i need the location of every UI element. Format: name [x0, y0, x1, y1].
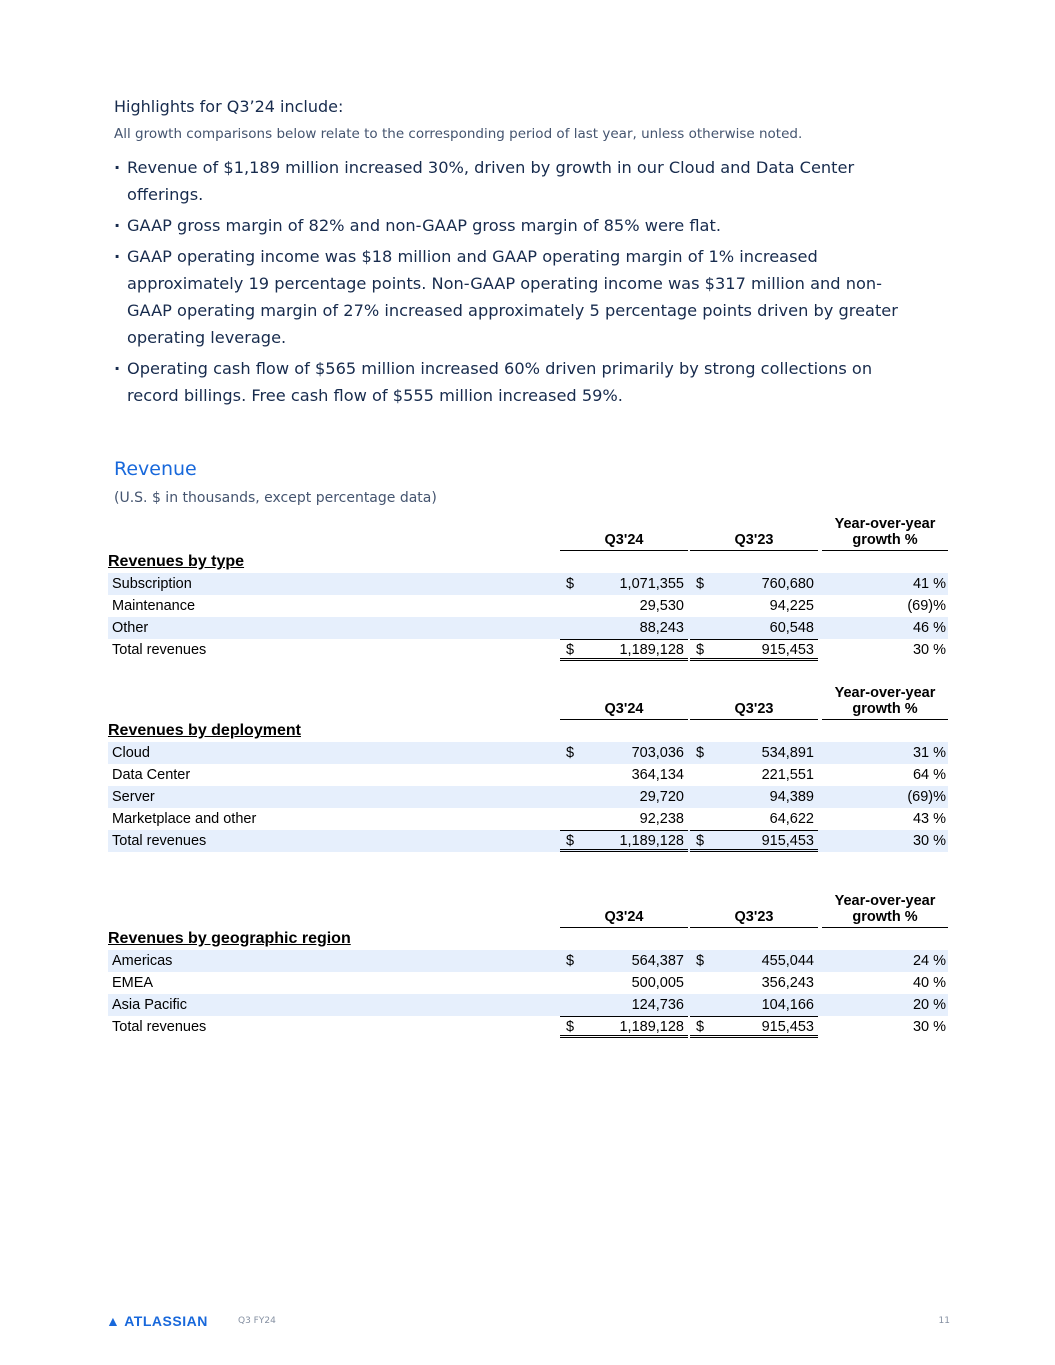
revenue-table — [108, 515, 948, 661]
value-growth: 30 % — [912, 1019, 946, 1035]
value-q324: 364,134 — [631, 767, 684, 783]
table-row — [108, 786, 948, 808]
col-q324: Q3'24 — [560, 909, 688, 928]
row-label: Americas — [112, 953, 173, 969]
row-label: Asia Pacific — [112, 997, 187, 1013]
value-growth: (69)% — [907, 598, 946, 614]
table-row — [108, 617, 948, 639]
col-q323: Q3'23 — [690, 701, 818, 720]
value-q324: 1,189,128 — [619, 642, 684, 658]
highlight-bullet: · GAAP operating income was $18 million and GAAP operating margin of 1% increased approximately 19 percentage points. Non-GAAP operating income was $317 million and non-GAAP operating margin of 27% increased approximately 5 percentage points driven by greater operating leverage. — [114, 243, 914, 351]
section-title: Revenues by geographic region — [108, 930, 351, 947]
value-q324: 1,189,128 — [619, 833, 684, 849]
logo-text: ATLASSIAN — [124, 1313, 208, 1329]
highlight-bullet: · Revenue of $1,189 million increased 30%, driven by growth in our Cloud and Data Center offerings. — [114, 154, 914, 208]
value-q324: 88,243 — [639, 620, 684, 636]
value-q323: 104,166 — [761, 997, 814, 1013]
col-growth: Year-over-year growth % — [822, 685, 948, 720]
value-q324: 564,387 — [631, 953, 684, 969]
value-q323: 94,389 — [769, 789, 814, 805]
table-header — [108, 684, 948, 720]
row-label: Server — [112, 789, 155, 805]
value-q323: 221,551 — [761, 767, 814, 783]
row-label: Cloud — [112, 745, 150, 761]
table-header — [108, 515, 948, 551]
value-q323: 915,453 — [761, 642, 814, 658]
value-growth: 41 % — [912, 576, 946, 592]
col-q323: Q3'23 — [690, 909, 818, 928]
revenue-title: Revenue — [114, 458, 197, 480]
table-row — [108, 573, 948, 595]
currency-symbol: $ — [566, 642, 575, 658]
table-row — [108, 595, 948, 617]
value-growth: 31 % — [912, 745, 946, 761]
col-growth: Year-over-year growth % — [822, 893, 948, 928]
row-label: Other — [112, 620, 149, 636]
atlassian-triangle-icon: ▲ — [106, 1313, 121, 1329]
value-q323: 915,453 — [761, 1019, 814, 1035]
value-q324: 29,720 — [639, 789, 684, 805]
table-row — [108, 830, 948, 852]
value-q324: 1,189,128 — [619, 1019, 684, 1035]
currency-symbol: $ — [566, 953, 575, 969]
table-row — [108, 972, 948, 994]
value-q324: 1,071,355 — [619, 576, 684, 592]
currency-symbol: $ — [696, 745, 705, 761]
row-label: Subscription — [112, 576, 192, 592]
value-q323: 534,891 — [761, 745, 814, 761]
currency-symbol: $ — [696, 642, 705, 658]
row-label: Data Center — [112, 767, 191, 783]
currency-symbol: $ — [566, 576, 575, 592]
col-growth: Year-over-year growth % — [822, 516, 948, 551]
highlight-bullet: · GAAP gross margin of 82% and non-GAAP gross margin of 85% were flat. — [114, 212, 914, 239]
currency-symbol: $ — [566, 745, 575, 761]
row-label: EMEA — [112, 975, 154, 991]
table-row — [108, 1016, 948, 1038]
footer — [106, 1313, 950, 1331]
highlights-note: All growth comparisons below relate to the corresponding period of last year, unless otherwise noted. — [114, 126, 803, 142]
value-growth: 20 % — [912, 997, 946, 1013]
row-label: Total revenues — [112, 1019, 207, 1035]
value-growth: 24 % — [912, 953, 946, 969]
table-header — [108, 892, 948, 928]
currency-symbol: $ — [696, 1019, 705, 1035]
value-growth: 46 % — [912, 620, 946, 636]
footer-period: Q3 FY24 — [238, 1316, 276, 1326]
value-q323: 94,225 — [769, 598, 814, 614]
currency-symbol: $ — [696, 953, 705, 969]
value-growth: 30 % — [912, 833, 946, 849]
value-q323: 60,548 — [769, 620, 814, 636]
value-growth: 43 % — [912, 811, 946, 827]
currency-symbol: $ — [566, 1019, 575, 1035]
value-growth: (69)% — [907, 789, 946, 805]
value-growth: 40 % — [912, 975, 946, 991]
col-q323: Q3'23 — [690, 532, 818, 551]
table-row — [108, 742, 948, 764]
highlight-bullet: · Operating cash flow of $565 million increased 60% driven primarily by strong collections on record billings. Free cash flow of $555 million increased 59%. — [114, 355, 914, 409]
revenue-table — [108, 684, 948, 852]
value-growth: 30 % — [912, 642, 946, 658]
atlassian-logo — [106, 1313, 208, 1329]
row-label: Marketplace and other — [112, 811, 257, 827]
page-number: 11 — [938, 1316, 950, 1326]
currency-symbol: $ — [696, 833, 705, 849]
revenue-table — [108, 892, 948, 1038]
value-q324: 92,238 — [639, 811, 684, 827]
col-q324: Q3'24 — [560, 532, 688, 551]
currency-symbol: $ — [566, 833, 575, 849]
currency-symbol: $ — [696, 576, 705, 592]
value-q323: 915,453 — [761, 833, 814, 849]
row-label: Total revenues — [112, 833, 207, 849]
col-q324: Q3'24 — [560, 701, 688, 720]
highlights-list — [114, 154, 914, 413]
value-q324: 29,530 — [639, 598, 684, 614]
value-q323: 64,622 — [769, 811, 814, 827]
table-row — [108, 639, 948, 661]
table-row — [108, 808, 948, 830]
section-title: Revenues by type — [108, 553, 245, 570]
table-row — [108, 950, 948, 972]
highlights-title: Highlights for Q3’24 include: — [114, 97, 344, 116]
value-growth: 64 % — [912, 767, 946, 783]
value-q323: 356,243 — [761, 975, 814, 991]
row-label: Total revenues — [112, 642, 207, 658]
table-row — [108, 764, 948, 786]
value-q324: 500,005 — [631, 975, 684, 991]
row-label: Maintenance — [112, 598, 196, 614]
value-q324: 703,036 — [631, 745, 684, 761]
revenue-subtitle: (U.S. $ in thousands, except percentage data) — [114, 490, 437, 506]
value-q323: 760,680 — [761, 576, 814, 592]
value-q323: 455,044 — [761, 953, 814, 969]
value-q324: 124,736 — [631, 997, 684, 1013]
section-title: Revenues by deployment — [108, 722, 301, 739]
table-row — [108, 994, 948, 1016]
